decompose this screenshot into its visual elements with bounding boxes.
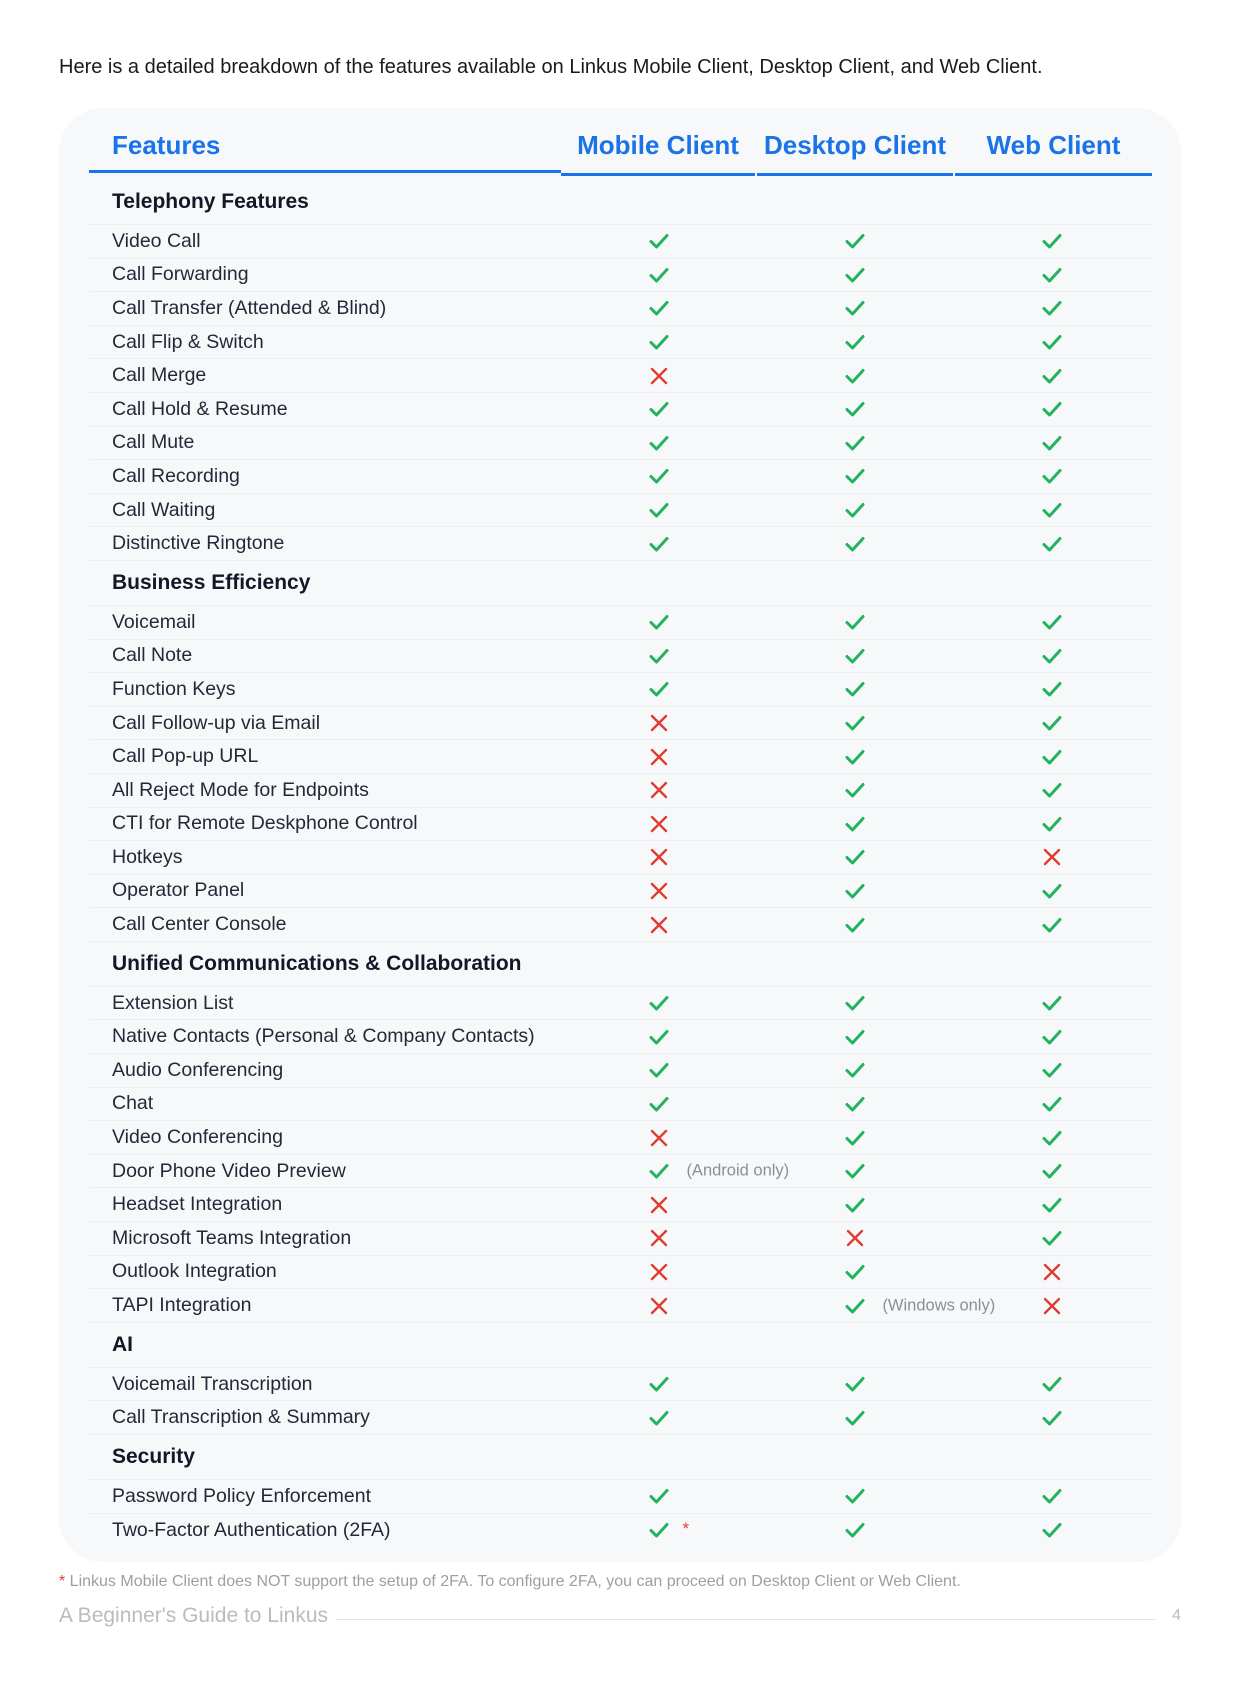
table-row: [89, 527, 1152, 561]
table-row: [89, 606, 1152, 640]
table-row: [89, 1514, 1152, 1548]
cross-icon: [648, 1227, 670, 1249]
feature-name: Call Waiting: [112, 498, 216, 521]
check-icon: [1041, 499, 1063, 521]
check-icon: [1041, 465, 1063, 487]
web-support-cell: [953, 1054, 1150, 1087]
web-support-cell: [953, 707, 1150, 740]
web-support-cell: [953, 326, 1150, 359]
cross-icon: [844, 1227, 866, 1249]
table-row: [89, 225, 1152, 259]
feature-name: Operator Panel: [112, 879, 245, 902]
desktop-support-cell: [757, 808, 953, 841]
mobile-support-cell: [561, 875, 757, 908]
mobile-support-cell: [561, 1155, 790, 1188]
cross-icon: [648, 1194, 670, 1216]
web-support-cell: [953, 1514, 1150, 1548]
footnote-asterisk: *: [59, 1573, 66, 1590]
desktop-support-cell: [757, 527, 953, 560]
check-icon: [1041, 813, 1063, 835]
web-support-cell: [953, 1256, 1150, 1289]
intro-text: Here is a detailed breakdown of the features available on Linkus Mobile Client, Desktop Client, and Web Client.: [59, 56, 1043, 78]
desktop-support-cell: [757, 1054, 953, 1087]
cross-icon: [648, 813, 670, 835]
desktop-support-cell: [757, 1155, 953, 1188]
feature-name: Audio Conferencing: [112, 1058, 284, 1081]
availability-note: (Windows only): [882, 1296, 996, 1315]
feature-name: All Reject Mode for Endpoints: [112, 778, 369, 801]
header-features: Features: [89, 118, 561, 173]
check-icon: [844, 1059, 866, 1081]
mobile-support-cell: [561, 606, 757, 639]
feature-name: Call Mute: [112, 431, 195, 454]
web-support-cell: [953, 527, 1150, 560]
feature-name: Call Note: [112, 644, 193, 667]
check-icon: [648, 1407, 670, 1429]
mobile-support-cell: [561, 393, 757, 426]
check-icon: [1041, 712, 1063, 734]
cross-icon: [1041, 1261, 1063, 1283]
check-icon: [1041, 779, 1063, 801]
check-icon: [844, 914, 866, 936]
table-row: [89, 640, 1152, 674]
check-icon: [844, 297, 866, 319]
footnote-text: Linkus Mobile Client does NOT support the setup of 2FA. To configure 2FA, you can proceed on Desktop Client or Web Client.: [65, 1573, 961, 1590]
web-support-cell: [953, 259, 1150, 292]
table-row: [89, 808, 1152, 842]
check-icon: [648, 533, 670, 555]
table-row: [89, 427, 1152, 461]
web-support-cell: [953, 1155, 1150, 1188]
web-support-cell: [953, 740, 1150, 773]
mobile-support-cell: [561, 673, 757, 706]
table-row: [89, 1480, 1152, 1514]
mobile-support-cell: [561, 460, 757, 493]
web-support-cell: [953, 460, 1150, 493]
check-icon: [648, 1519, 670, 1541]
check-icon: [1041, 331, 1063, 353]
cross-icon: [648, 880, 670, 902]
section-heading: Security: [89, 1435, 1152, 1480]
check-icon: [844, 465, 866, 487]
mobile-support-cell: [561, 808, 757, 841]
mobile-support-cell: [561, 259, 757, 292]
check-icon: [1041, 746, 1063, 768]
check-icon: [648, 1026, 670, 1048]
feature-name: Microsoft Teams Integration: [112, 1226, 352, 1249]
mobile-support-cell: [561, 1054, 757, 1087]
cross-icon: [648, 1261, 670, 1283]
check-icon: [1041, 1194, 1063, 1216]
check-icon: [648, 992, 670, 1014]
desktop-support-cell: [757, 774, 953, 807]
cross-icon: [648, 779, 670, 801]
feature-name: Headset Integration: [112, 1193, 283, 1216]
desktop-support-cell: [757, 393, 953, 426]
cross-icon: [1041, 846, 1063, 868]
page-number: 4: [1172, 1607, 1181, 1624]
mobile-support-cell: [561, 987, 757, 1020]
desktop-support-cell: [757, 673, 953, 706]
check-icon: [648, 645, 670, 667]
check-icon: [844, 846, 866, 868]
table-row: [89, 1368, 1152, 1402]
check-icon: [1041, 880, 1063, 902]
table-row: [89, 494, 1152, 528]
feature-name: Hotkeys: [112, 845, 183, 868]
web-support-cell: [953, 1121, 1150, 1154]
table-row: [89, 1289, 1152, 1323]
check-icon: [844, 746, 866, 768]
table-header: [89, 118, 1152, 176]
web-support-cell: [953, 1480, 1150, 1513]
web-support-cell: [953, 808, 1150, 841]
check-icon: [648, 1485, 670, 1507]
mobile-support-cell: [561, 494, 757, 527]
mobile-support-cell: [561, 427, 757, 460]
desktop-support-cell: [757, 494, 953, 527]
table-row: [89, 1256, 1152, 1290]
check-icon: [844, 1160, 866, 1182]
check-icon: [648, 264, 670, 286]
desktop-support-cell: [757, 427, 953, 460]
check-icon: [844, 779, 866, 801]
header-mobile-client: Mobile Client: [561, 118, 755, 176]
check-icon: [1041, 230, 1063, 252]
mobile-support-cell: [561, 527, 757, 560]
check-icon: [844, 230, 866, 252]
check-icon: [844, 1026, 866, 1048]
feature-name: Chat: [112, 1092, 154, 1115]
desktop-support-cell: [757, 640, 953, 673]
check-icon: [1041, 1160, 1063, 1182]
check-icon: [648, 1059, 670, 1081]
desktop-support-cell: [757, 326, 953, 359]
feature-name: Native Contacts (Personal & Company Contacts): [112, 1025, 535, 1048]
table-row: [89, 460, 1152, 494]
check-icon: [1041, 533, 1063, 555]
check-icon: [1041, 264, 1063, 286]
mobile-support-cell: [561, 1121, 757, 1154]
check-icon: [1041, 1407, 1063, 1429]
table-row: [89, 393, 1152, 427]
mobile-support-cell: [561, 1188, 757, 1221]
desktop-support-cell: [757, 1289, 996, 1322]
mobile-support-cell: [561, 841, 757, 874]
desktop-support-cell: [757, 1256, 953, 1289]
mobile-support-cell: [561, 1222, 757, 1255]
feature-name: Call Follow-up via Email: [112, 711, 321, 734]
check-icon: [1041, 398, 1063, 420]
mobile-support-cell: [561, 1289, 757, 1322]
check-icon: [844, 813, 866, 835]
mobile-support-cell: [561, 1368, 757, 1401]
check-icon: [844, 365, 866, 387]
feature-name: Two-Factor Authentication (2FA): [112, 1518, 391, 1541]
check-icon: [1041, 645, 1063, 667]
table-row: [89, 1088, 1152, 1122]
check-icon: [844, 331, 866, 353]
check-icon: [844, 611, 866, 633]
check-icon: [844, 432, 866, 454]
check-icon: [844, 678, 866, 700]
web-support-cell: [953, 393, 1150, 426]
mobile-support-cell: [561, 1020, 757, 1053]
feature-name: Call Merge: [112, 364, 207, 387]
header-web-client: Web Client: [955, 118, 1152, 176]
feature-name: Voicemail: [112, 610, 196, 633]
cross-icon: [648, 1295, 670, 1317]
table-row: [89, 1188, 1152, 1222]
feature-name: CTI for Remote Deskphone Control: [112, 812, 418, 835]
desktop-support-cell: [757, 259, 953, 292]
check-icon: [1041, 1485, 1063, 1507]
check-icon: [1041, 297, 1063, 319]
check-icon: [648, 611, 670, 633]
check-icon: [648, 432, 670, 454]
mobile-support-cell: [561, 1088, 757, 1121]
table-row: [89, 841, 1152, 875]
web-support-cell: [953, 292, 1150, 325]
footer-title: A Beginner's Guide to Linkus: [59, 1604, 336, 1628]
table-body: [89, 180, 1152, 1547]
mobile-support-cell: [561, 1514, 757, 1548]
mobile-support-cell: [561, 326, 757, 359]
web-support-cell: [953, 359, 1150, 392]
check-icon: [1041, 1127, 1063, 1149]
check-icon: [844, 499, 866, 521]
cross-icon: [648, 365, 670, 387]
check-icon: [1041, 365, 1063, 387]
mobile-support-cell: [561, 908, 757, 941]
check-icon: [844, 1295, 866, 1317]
mobile-support-cell: [561, 292, 757, 325]
check-icon: [844, 264, 866, 286]
check-icon: [844, 1261, 866, 1283]
web-support-cell: [953, 1088, 1150, 1121]
table-row: [89, 326, 1152, 360]
desktop-support-cell: [757, 1514, 953, 1548]
cross-icon: [648, 846, 670, 868]
cross-icon: [648, 712, 670, 734]
check-icon: [648, 678, 670, 700]
web-support-cell: [953, 427, 1150, 460]
check-icon: [844, 712, 866, 734]
check-icon: [844, 992, 866, 1014]
web-support-cell: [953, 841, 1150, 874]
web-support-cell: [953, 1289, 1150, 1322]
table-row: [89, 707, 1152, 741]
web-support-cell: [953, 1188, 1150, 1221]
cross-icon: [648, 746, 670, 768]
desktop-support-cell: [757, 225, 953, 258]
footnote: [59, 1573, 961, 1591]
check-icon: [648, 499, 670, 521]
feature-name: Door Phone Video Preview: [112, 1159, 346, 1182]
mobile-support-cell: [561, 1256, 757, 1289]
feature-name: Voicemail Transcription: [112, 1372, 313, 1395]
web-support-cell: [953, 1368, 1150, 1401]
check-icon: [844, 645, 866, 667]
mobile-support-cell: [561, 740, 757, 773]
feature-name: Call Transfer (Attended & Blind): [112, 296, 387, 319]
check-icon: [1041, 1227, 1063, 1249]
desktop-support-cell: [757, 740, 953, 773]
feature-name: Video Conferencing: [112, 1126, 283, 1149]
feature-name: TAPI Integration: [112, 1294, 252, 1317]
check-icon: [1041, 914, 1063, 936]
footnote-marker: *: [682, 1519, 690, 1539]
desktop-support-cell: [757, 875, 953, 908]
feature-name: Call Forwarding: [112, 263, 249, 286]
check-icon: [844, 1519, 866, 1541]
web-support-cell: [953, 1222, 1150, 1255]
desktop-support-cell: [757, 841, 953, 874]
feature-name: Call Recording: [112, 464, 240, 487]
check-icon: [1041, 678, 1063, 700]
web-support-cell: [953, 494, 1150, 527]
check-icon: [844, 533, 866, 555]
cross-icon: [648, 914, 670, 936]
check-icon: [1041, 611, 1063, 633]
feature-name: Outlook Integration: [112, 1260, 277, 1283]
check-icon: [648, 1160, 670, 1182]
web-support-cell: [953, 225, 1150, 258]
section-heading: Telephony Features: [89, 180, 1152, 225]
feature-comparison-table: [59, 108, 1181, 1562]
table-row: [89, 1121, 1152, 1155]
web-support-cell: [953, 987, 1150, 1020]
check-icon: [1041, 992, 1063, 1014]
desktop-support-cell: [757, 1368, 953, 1401]
table-row: [89, 1222, 1152, 1256]
check-icon: [1041, 432, 1063, 454]
table-row: [89, 673, 1152, 707]
check-icon: [844, 1485, 866, 1507]
web-support-cell: [953, 673, 1150, 706]
check-icon: [1041, 1519, 1063, 1541]
header-desktop-client: Desktop Client: [757, 118, 953, 176]
desktop-support-cell: [757, 1088, 953, 1121]
desktop-support-cell: [757, 908, 953, 941]
footer-divider: [334, 1619, 1156, 1620]
feature-name: Call Flip & Switch: [112, 330, 264, 353]
desktop-support-cell: [757, 1121, 953, 1154]
feature-name: Distinctive Ringtone: [112, 532, 285, 555]
check-icon: [648, 465, 670, 487]
check-icon: [844, 398, 866, 420]
check-icon: [1041, 1373, 1063, 1395]
feature-name: Call Pop-up URL: [112, 745, 259, 768]
feature-name: Password Policy Enforcement: [112, 1484, 372, 1507]
table-row: [89, 292, 1152, 326]
table-row: [89, 774, 1152, 808]
table-row: [89, 1401, 1152, 1435]
web-support-cell: [953, 908, 1150, 941]
mobile-support-cell: [561, 225, 757, 258]
table-row: [89, 359, 1152, 393]
check-icon: [1041, 1059, 1063, 1081]
feature-name: Extension List: [112, 991, 234, 1014]
web-support-cell: [953, 1401, 1150, 1434]
desktop-support-cell: [757, 1480, 953, 1513]
table-row: [89, 1155, 1152, 1189]
feature-name: Function Keys: [112, 677, 236, 700]
cross-icon: [1041, 1295, 1063, 1317]
web-support-cell: [953, 774, 1150, 807]
desktop-support-cell: [757, 292, 953, 325]
desktop-support-cell: [757, 1020, 953, 1053]
desktop-support-cell: [757, 1222, 953, 1255]
section-heading: Business Efficiency: [89, 561, 1152, 606]
section-heading: Unified Communications & Collaboration: [89, 942, 1152, 987]
section-heading: AI: [89, 1323, 1152, 1368]
table-row: [89, 875, 1152, 909]
mobile-support-cell: [561, 707, 757, 740]
feature-name: Call Hold & Resume: [112, 397, 288, 420]
desktop-support-cell: [757, 1401, 953, 1434]
availability-note: (Android only): [686, 1161, 790, 1180]
table-row: [89, 1020, 1152, 1054]
check-icon: [844, 1373, 866, 1395]
check-icon: [844, 1407, 866, 1429]
check-icon: [1041, 1093, 1063, 1115]
desktop-support-cell: [757, 606, 953, 639]
check-icon: [844, 1093, 866, 1115]
check-icon: [648, 398, 670, 420]
web-support-cell: [953, 606, 1150, 639]
check-icon: [648, 230, 670, 252]
desktop-support-cell: [757, 1188, 953, 1221]
check-icon: [844, 880, 866, 902]
table-row: [89, 259, 1152, 293]
check-icon: [648, 1373, 670, 1395]
desktop-support-cell: [757, 359, 953, 392]
mobile-support-cell: [561, 1401, 757, 1434]
feature-name: Call Center Console: [112, 913, 287, 936]
mobile-support-cell: [561, 640, 757, 673]
feature-name: Call Transcription & Summary: [112, 1406, 370, 1429]
mobile-support-cell: [561, 1480, 757, 1513]
check-icon: [844, 1127, 866, 1149]
table-row: [89, 1054, 1152, 1088]
desktop-support-cell: [757, 707, 953, 740]
web-support-cell: [953, 1020, 1150, 1053]
check-icon: [648, 1093, 670, 1115]
check-icon: [648, 297, 670, 319]
table-row: [89, 908, 1152, 942]
table-row: [89, 740, 1152, 774]
check-icon: [648, 331, 670, 353]
page-footer: [59, 1604, 1181, 1634]
cross-icon: [648, 1127, 670, 1149]
web-support-cell: [953, 640, 1150, 673]
check-icon: [1041, 1026, 1063, 1048]
mobile-support-cell: [561, 359, 757, 392]
web-support-cell: [953, 875, 1150, 908]
check-icon: [844, 1194, 866, 1216]
desktop-support-cell: [757, 987, 953, 1020]
mobile-support-cell: [561, 774, 757, 807]
desktop-support-cell: [757, 460, 953, 493]
table-row: [89, 987, 1152, 1021]
feature-name: Video Call: [112, 229, 201, 252]
